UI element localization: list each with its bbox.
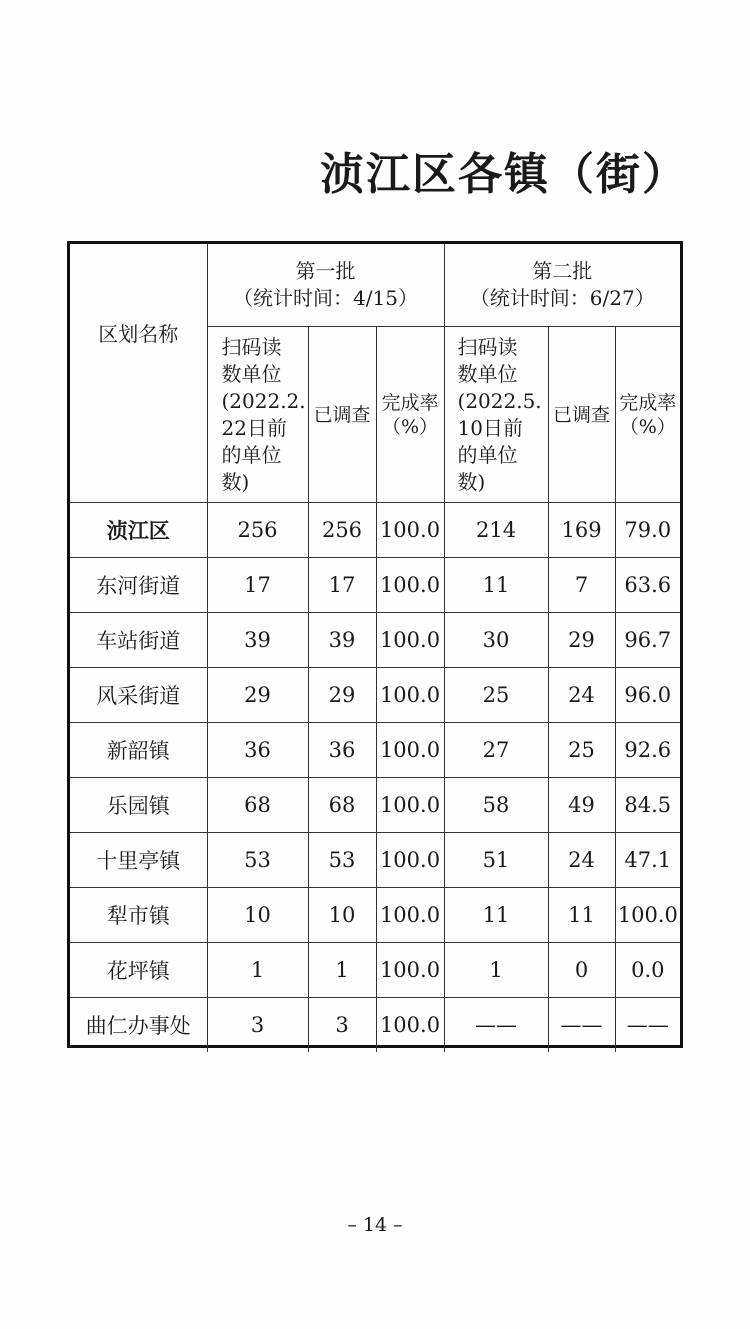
region-name-cell: 曲仁办事处	[70, 998, 207, 1053]
header-line: 10日前	[457, 415, 523, 440]
region-name-header: 区划名称	[70, 244, 207, 503]
b1-surveyed-cell: 36	[308, 723, 376, 778]
region-name-cell: 浈江区	[70, 503, 207, 558]
b2-units-cell: 25	[444, 668, 548, 723]
b2-rate-cell: ——	[615, 998, 680, 1053]
b2-surveyed-cell: 24	[548, 833, 615, 888]
region-name-cell: 风采街道	[70, 668, 207, 723]
table-row	[70, 833, 680, 888]
b2-rate-cell: 96.7	[615, 613, 680, 668]
table-row	[70, 668, 680, 723]
table-row	[70, 998, 680, 1053]
b2-surveyed-header: 已调查	[548, 327, 615, 503]
b1-surveyed-cell: 53	[308, 833, 376, 888]
b2-units-cell: 11	[444, 888, 548, 943]
b1-surveyed-cell: 1	[308, 943, 376, 998]
batch1-header	[207, 244, 444, 327]
batch1-name: 第一批	[295, 259, 356, 283]
b1-rate-cell: 100.0	[376, 558, 444, 613]
b1-rate-header	[376, 327, 444, 503]
table-row	[70, 613, 680, 668]
region-name-cell: 十里亭镇	[70, 833, 207, 888]
b1-rate-cell: 100.0	[376, 888, 444, 943]
b1-surveyed-cell: 68	[308, 778, 376, 833]
b2-units-cell: 30	[444, 613, 548, 668]
region-name-cell: 乐园镇	[70, 778, 207, 833]
b1-rate-cell: 100.0	[376, 503, 444, 558]
region-name-cell: 车站街道	[70, 613, 207, 668]
region-name-cell: 花坪镇	[70, 943, 207, 998]
b1-units-cell: 68	[207, 778, 308, 833]
b1-units-cell: 39	[207, 613, 308, 668]
b1-rate-cell: 100.0	[376, 943, 444, 998]
b2-surveyed-cell: 24	[548, 668, 615, 723]
table-row	[70, 778, 680, 833]
b1-units-cell: 53	[207, 833, 308, 888]
b2-surveyed-cell: 29	[548, 613, 615, 668]
b2-rate-cell: 100.0	[615, 888, 680, 943]
header-line: 完成率	[381, 391, 439, 414]
b2-units-cell: 1	[444, 943, 548, 998]
b2-rate-cell: 92.6	[615, 723, 680, 778]
table-body	[70, 503, 680, 1053]
header-line: 扫码读	[221, 334, 282, 359]
b1-units-cell: 1	[207, 943, 308, 998]
header-line: 数)	[457, 469, 486, 494]
b2-units-cell: ——	[444, 998, 548, 1053]
b1-surveyed-cell: 29	[308, 668, 376, 723]
header-line: 完成率	[619, 391, 677, 414]
b2-rate-cell: 0.0	[615, 943, 680, 998]
b1-surveyed-cell: 10	[308, 888, 376, 943]
b2-rate-cell: 96.0	[615, 668, 680, 723]
b2-rate-header	[615, 327, 680, 503]
b2-units-cell: 51	[444, 833, 548, 888]
batch2-header	[444, 244, 680, 327]
b2-units-cell: 214	[444, 503, 548, 558]
b2-surveyed-cell: 0	[548, 943, 615, 998]
b1-rate-cell: 100.0	[376, 613, 444, 668]
b2-surveyed-cell: 7	[548, 558, 615, 613]
b1-rate-cell: 100.0	[376, 833, 444, 888]
header-line: 数)	[221, 469, 250, 494]
header-line: (2022.2.	[221, 388, 306, 413]
b1-units-cell: 17	[207, 558, 308, 613]
b2-rate-cell: 63.6	[615, 558, 680, 613]
table-row	[70, 558, 680, 613]
batch2-period: （统计时间：6/27）	[469, 286, 655, 310]
b2-surveyed-cell: 11	[548, 888, 615, 943]
b1-rate-cell: 100.0	[376, 778, 444, 833]
header-line: 22日前	[221, 415, 287, 440]
header-line: (2022.5.	[457, 388, 542, 413]
header-line: 数单位	[457, 361, 518, 386]
region-name-cell: 东河街道	[70, 558, 207, 613]
b1-surveyed-cell: 3	[308, 998, 376, 1053]
b2-surveyed-cell: 169	[548, 503, 615, 558]
table-row	[70, 888, 680, 943]
b1-surveyed-cell: 39	[308, 613, 376, 668]
header-line: 数单位	[221, 361, 282, 386]
b2-rate-cell: 84.5	[615, 778, 680, 833]
region-name-cell: 犁市镇	[70, 888, 207, 943]
b1-units-cell: 256	[207, 503, 308, 558]
b1-surveyed-cell: 17	[308, 558, 376, 613]
b2-scan-units-header	[444, 327, 548, 503]
b1-surveyed-header: 已调查	[308, 327, 376, 503]
statistics-table	[67, 241, 683, 1048]
table-row	[70, 943, 680, 998]
b2-units-cell: 58	[444, 778, 548, 833]
table-row	[70, 503, 680, 558]
b1-rate-cell: 100.0	[376, 998, 444, 1053]
b1-units-cell: 36	[207, 723, 308, 778]
table-row	[70, 723, 680, 778]
header-line: （%）	[381, 415, 439, 438]
b1-surveyed-cell: 256	[308, 503, 376, 558]
b1-units-cell: 10	[207, 888, 308, 943]
b2-rate-cell: 47.1	[615, 833, 680, 888]
header-line: 扫码读	[457, 334, 518, 359]
region-name-cell: 新韶镇	[70, 723, 207, 778]
b1-units-cell: 3	[207, 998, 308, 1053]
header-line: 的单位	[221, 442, 282, 467]
b1-rate-cell: 100.0	[376, 668, 444, 723]
b1-units-cell: 29	[207, 668, 308, 723]
b2-surveyed-cell: 25	[548, 723, 615, 778]
page-title: 浈江区各镇（街）	[320, 149, 688, 200]
b2-units-cell: 27	[444, 723, 548, 778]
batch1-period: （统计时间：4/15）	[233, 286, 418, 310]
b1-scan-units-header	[207, 327, 308, 503]
b2-units-cell: 11	[444, 558, 548, 613]
b1-rate-cell: 100.0	[376, 723, 444, 778]
batch2-name: 第二批	[532, 259, 593, 283]
header-line: （%）	[619, 415, 676, 438]
page-number: – 14 –	[347, 1214, 403, 1236]
header-line: 的单位	[457, 442, 518, 467]
b2-rate-cell: 79.0	[615, 503, 680, 558]
b2-surveyed-cell: 49	[548, 778, 615, 833]
b2-surveyed-cell: ——	[548, 998, 615, 1053]
